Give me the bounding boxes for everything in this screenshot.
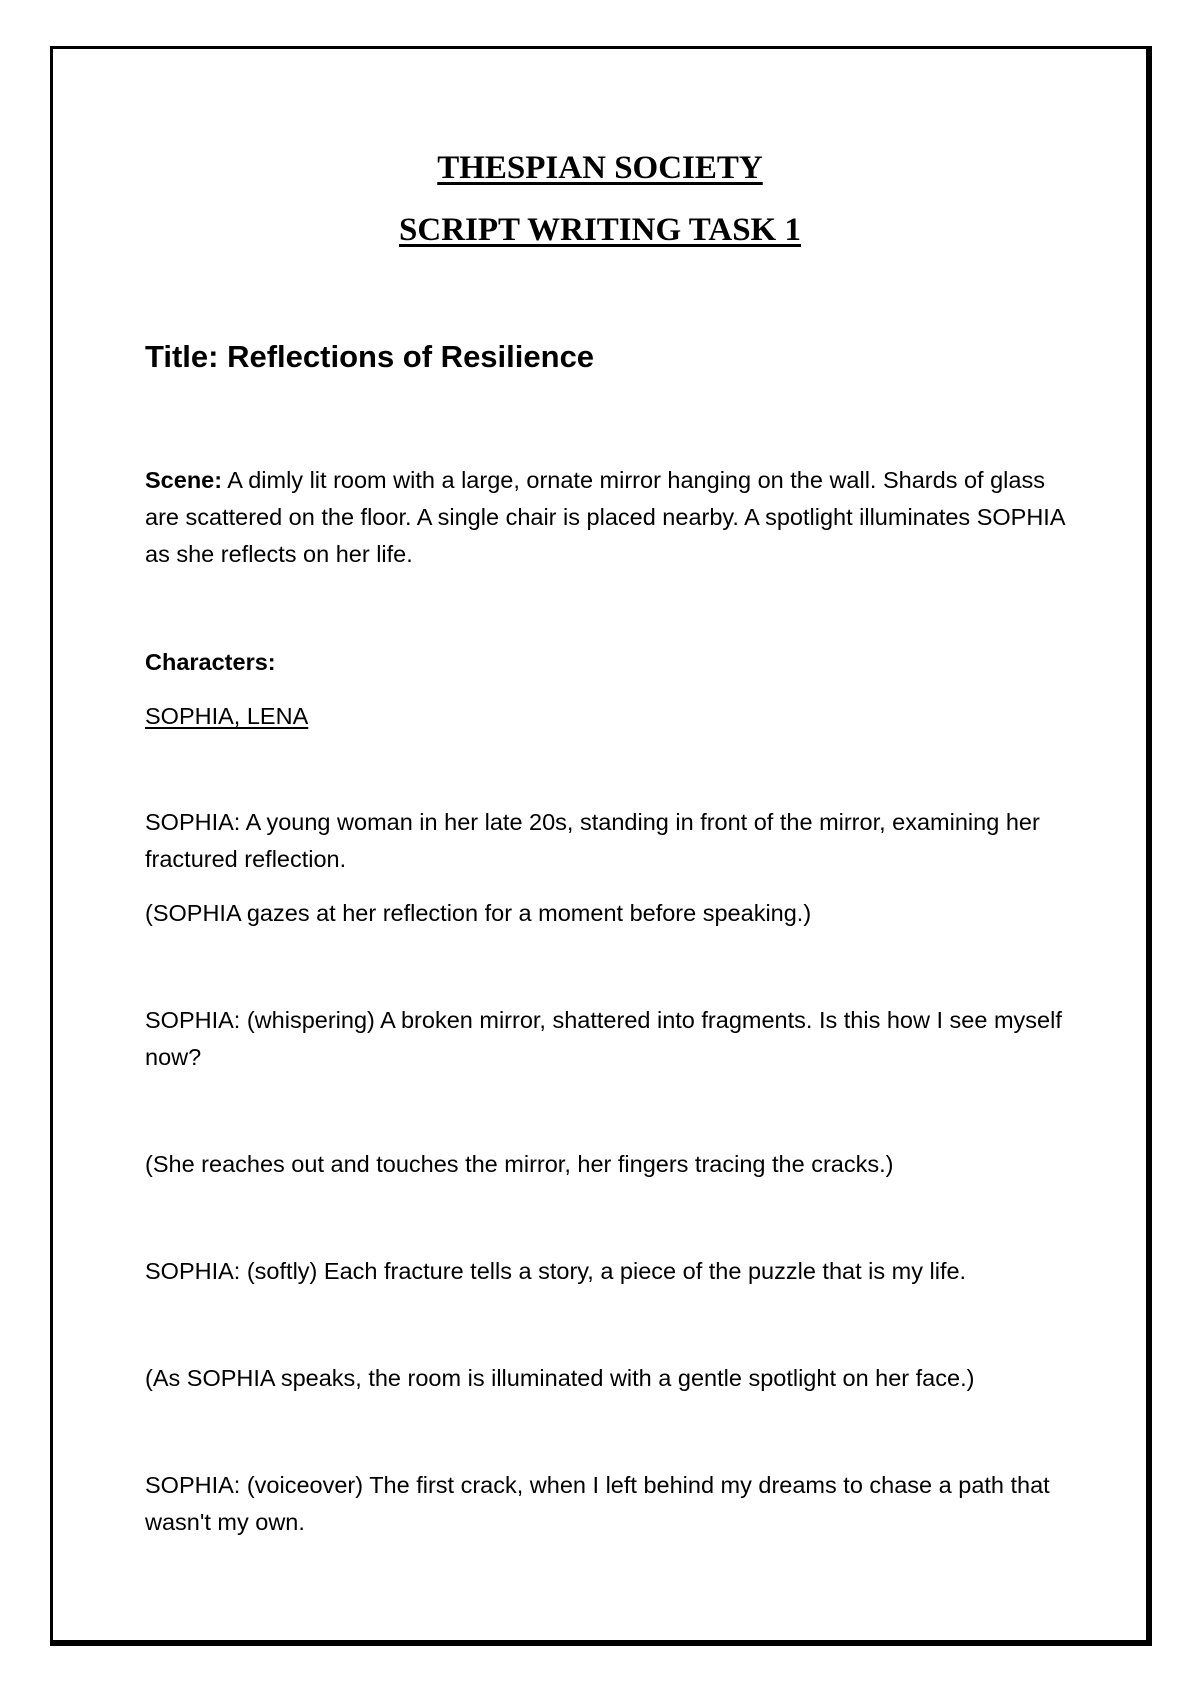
script-line: SOPHIA: A young woman in her late 20s, standing in front of the mirror, examining her fractured reflection. <box>145 809 1040 872</box>
stage-direction: (As SOPHIA speaks, the room is illuminated with a gentle spotlight on her face.) <box>145 1365 975 1391</box>
script-line: SOPHIA: (whispering) A broken mirror, shattered into fragments. Is this how I see myself now? <box>145 1007 1062 1070</box>
script-line: SOPHIA: (softly) Each fracture tells a story, a piece of the puzzle that is my life. <box>145 1258 967 1284</box>
scene-description <box>145 462 1080 573</box>
task-heading: SCRIPT WRITING TASK 1 <box>399 212 801 248</box>
characters-list: SOPHIA, LENA <box>145 703 309 729</box>
script-line: SOPHIA: (voiceover) The first crack, when I left behind my dreams to chase a path that wasn't my own. <box>145 1472 1050 1535</box>
society-heading: THESPIAN SOCIETY <box>437 150 763 186</box>
characters-label <box>145 644 1080 681</box>
script-title: Title: Reflections of Resilience <box>145 339 595 374</box>
characters-label-text: Characters: <box>145 649 276 675</box>
stage-direction: (She reaches out and touches the mirror, her fingers tracing the cracks.) <box>145 1151 894 1177</box>
scene-label: Scene: <box>145 467 223 493</box>
stage-direction: (SOPHIA gazes at her reflection for a moment before speaking.) <box>145 900 812 926</box>
scene-text: A dimly lit room with a large, ornate mirror hanging on the wall. Shards of glass are scattered on the floor. A single chair is placed nearby. A spotlight illuminates SOPHIA as she reflects on her life. <box>145 467 1065 567</box>
